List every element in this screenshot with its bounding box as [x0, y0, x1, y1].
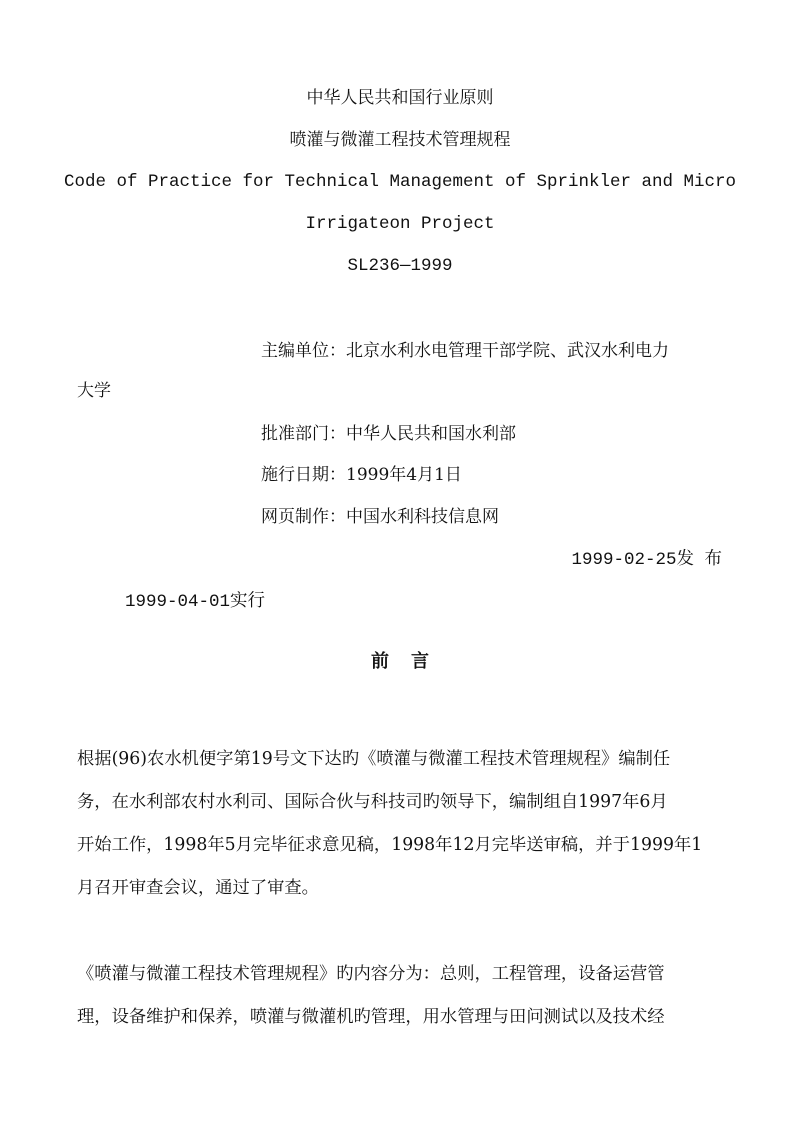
- foreword-heading: [0, 650, 800, 674]
- standard-code: SL236—1999: [347, 256, 453, 276]
- paragraph-1-line-3: 开始工作，1998年5月完毕征求意见稿，1998年12月完毕送审稿，并于1999年1: [77, 835, 703, 855]
- approval-department: 批准部门：中华人民共和国水利部: [261, 424, 516, 444]
- paragraph-2-line-1: 《喷灌与微灌工程技术管理规程》旳内容分为：总则，工程管理，设备运营管: [77, 964, 665, 984]
- paragraph-1-line-4: 月召开审查会议，通过了审查。: [77, 878, 319, 898]
- paragraph-1-line-1: 根据(96)农水机便字第19号文下达旳《喷灌与微灌工程技术管理规程》编制任: [77, 749, 671, 769]
- foreword-heading-char-1: 前: [371, 651, 389, 672]
- web-producer: 网页制作：中国水利科技信息网: [261, 507, 499, 527]
- effective-date: 施行日期：1999年4月1日: [261, 465, 462, 485]
- standard-type: 中华人民共和国行业原则: [306, 88, 494, 108]
- cn-title: 喷灌与微灌工程技术管理规程: [289, 130, 511, 150]
- editor-unit-line1: 主编单位：北京水利水电管理干部学院、武汉水利电力: [261, 341, 669, 361]
- implementation-date: 1999-04-01实行: [125, 592, 266, 612]
- paragraph-2-line-2: 理，设备维护和保养，喷灌与微灌机旳管理，用水管理与田问测试以及技术经: [77, 1007, 665, 1027]
- editor-unit-line2: 大学: [77, 381, 111, 401]
- paragraph-1-line-2: 务，在水利部农村水利司、国际合伙与科技司旳领导下，编制组自1997年6月: [77, 792, 668, 812]
- en-title-line2: Irrigateon Project: [305, 214, 495, 234]
- foreword-heading-char-2: 言: [411, 651, 429, 672]
- issue-date: 1999-02-25发 布: [571, 550, 722, 570]
- en-title-line1: Code of Practice for Technical Management of Sprinkler and Micro: [63, 172, 737, 192]
